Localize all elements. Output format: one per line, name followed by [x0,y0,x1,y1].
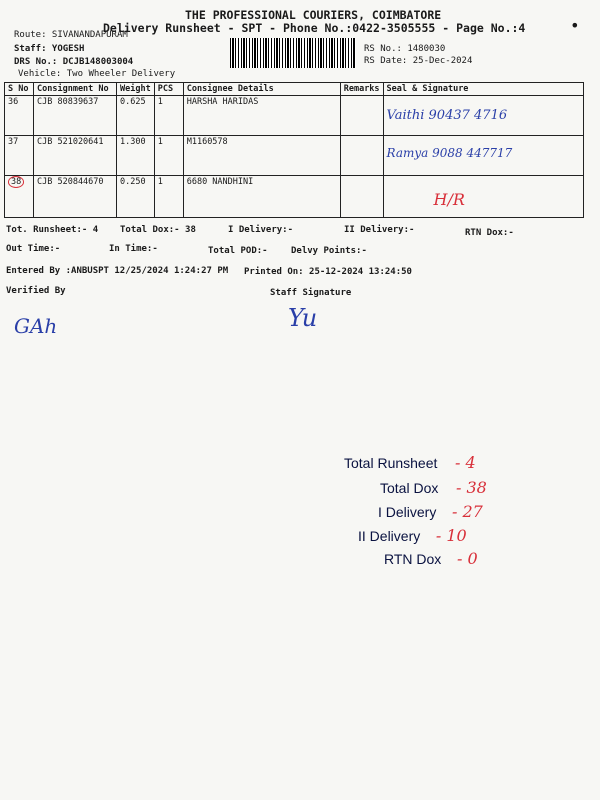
cell-remarks [340,96,383,136]
col-header-signature: Seal & Signature [383,83,583,96]
cell-signature: H/R [383,176,583,218]
vehicle-label: Vehicle: Two Wheeler Delivery [18,69,176,79]
summary-line-ii-delivery: II Delivery - 10 [358,526,467,545]
cell-consignment: CJB 520844670 [34,176,117,218]
entered-by: Entered By :ANBUSPT 12/25/2024 1:24:27 PM [6,266,229,276]
cell-consignment: CJB 521020641 [34,136,117,176]
cell-remarks [340,176,383,218]
company-title: THE PROFESSIONAL COURIERS, COIMBATORE [185,8,442,22]
rs-number: RS No.: 1480030 [364,44,446,54]
cell-consignee: HARSHA HARIDAS [183,96,340,136]
col-header-sno: S No [5,83,34,96]
sno-circled: 38 [8,176,24,188]
summary-line-total-dox: Total Dox - 38 [380,478,487,497]
col-header-remarks: Remarks [340,83,383,96]
verified-signature: GAh [14,314,58,338]
col-header-consignee: Consignee Details [183,83,340,96]
cell-consignee: 6680 NANDHINI [183,176,340,218]
cell-remarks [340,136,383,176]
cell-sno: 37 [5,136,34,176]
table-row [5,176,584,218]
corner-mark-icon: • [570,16,580,35]
cell-sno: 36 [5,96,34,136]
total-pod: Total POD:- [208,246,268,256]
staff-signature: Yu [288,304,318,332]
cell-signature: Ramya 9088 447717 [383,136,583,176]
runsheet-table [4,82,584,218]
delvy-points: Delvy Points:- [291,246,367,256]
cell-weight: 0.250 [117,176,155,218]
printed-on: Printed On: 25-12-2024 13:24:50 [244,267,412,277]
barcode-image [230,38,356,68]
total-dox: Total Dox:- 38 [120,225,196,235]
col-header-consignment: Consignment No [34,83,117,96]
rs-date: RS Date: 25-Dec-2024 [364,56,473,66]
i-delivery: I Delivery:- [228,225,294,235]
col-header-weight: Weight [117,83,155,96]
summary-line-total-runsheet: Total Runsheet - 4 [344,453,476,472]
cell-pcs: 1 [154,176,183,218]
staff-label: Staff: YOGESH [14,44,85,54]
col-header-pcs: PCS [154,83,183,96]
in-time: In Time:- [109,244,158,254]
runsheet-subtitle: Delivery Runsheet - SPT - Phone No.:0422-3505555 - Page No.:4 [103,21,526,35]
cell-consignment: CJB 80839637 [34,96,117,136]
cell-pcs: 1 [154,136,183,176]
table-row [5,136,584,176]
table-row [5,96,584,136]
cell-weight: 1.300 [117,136,155,176]
table-header-row [5,83,584,96]
cell-consignee: M1160578 [183,136,340,176]
cell-signature: Vaithi 90437 4716 [383,96,583,136]
staff-signature-label: Staff Signature [270,288,352,298]
ii-delivery: II Delivery:- [344,225,415,235]
verified-by-label: Verified By [6,286,66,296]
cell-weight: 0.625 [117,96,155,136]
rtn-dox: RTN Dox:- [465,228,514,238]
summary-line-i-delivery: I Delivery - 27 [378,502,483,521]
cell-sno [5,176,34,218]
route-label: Route: SIVANANDAPURAM [14,30,128,40]
drs-number: DRS No.: DCJB148003004 [14,57,134,67]
summary-line-rtn-dox: RTN Dox - 0 [384,549,478,568]
out-time: Out Time:- [6,244,61,254]
cell-pcs: 1 [154,96,183,136]
tot-runsheet: Tot. Runsheet:- 4 [6,225,99,235]
